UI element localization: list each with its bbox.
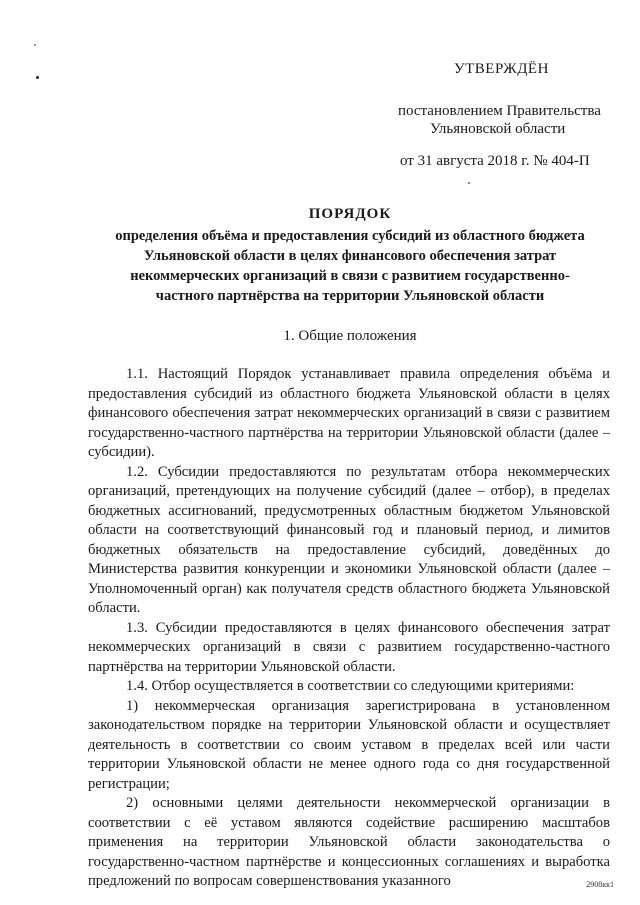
paragraph: 2) основными целями деятельности некоммерческой организации в соответствии с её уставом являются содействие расширению масштабов применения на территории Ульяновской области законодательства о государственно-частном партнёрстве и концессионных соглашениях и выработка предложений по вопросам совершенствования указанного: [88, 795, 610, 889]
approval-date-line: от 31 августа 2018 г. № 404-П: [400, 153, 590, 169]
paragraph: 1.1. Настоящий Порядок устанавливает правила определения объёма и предоставления субсидий из областного бюджета Ульяновской области в целях финансового обеспечения затрат некоммерческих организаций в связи с развитием государственно-частного партнёрства на территории Ульяновской области (далее – субсидии).: [88, 366, 610, 460]
subtitle-line: Ульяновской области в целях финансового обеспечения затрат: [143, 248, 557, 264]
scan-speck: [36, 76, 39, 79]
paragraph: 1.3. Субсидии предоставляются в целях финансового обеспечения затрат некоммерческих организаций в связи с развитием государственно-частного партнёрства на территории Ульяновской области.: [88, 619, 610, 675]
subtitle-line: определения объёма и предоставления субсидий из областного бюджета: [115, 228, 585, 244]
subtitle-line: частного партнёрства на территории Ульяновской области: [155, 288, 545, 304]
page-footer-code: 2908кк1: [586, 880, 614, 889]
approval-line-2: Ульяновской области: [430, 121, 566, 137]
scan-speck: [34, 44, 36, 46]
section-heading: 1. Общие положения: [283, 328, 417, 344]
document-title: ПОРЯДОК: [308, 206, 392, 222]
approval-line-1: постановлением Правительства: [398, 103, 601, 119]
paragraph: 1.4. Отбор осуществляется в соответствии со следующими критериями:: [126, 678, 575, 694]
paragraph: 1.2. Субсидии предоставляются по результатам отбора некоммерческих организаций, претендующих на получение субсидий (далее – отбор), в пределах бюджетных ассигнований, предусмотренных областным бюджетом Ульяновской области на соответствующий финансовый год и плановый период, и лимитов бюджетных обязательств на предоставление субсидий, доведённых до Министерства развития конкуренции и экономики Ульяновской области (далее – Уполномоченный орган) как получателя средств областного бюджета Ульяновской области.: [88, 463, 610, 616]
document-subtitle: [60, 226, 640, 306]
scan-speck: [468, 182, 470, 184]
subtitle-line: некоммерческих организаций в связи с развитием государственно-: [130, 268, 570, 284]
paragraph: 1) некоммерческая организация зарегистрирована в установленном законодательством порядке на территории Ульяновской области и осуществляет деятельность в соответствии со своим уставом в пределах всей или части территории Ульяновской области не менее одного года со дня государственной регистрации;: [88, 697, 610, 792]
approval-heading: УТВЕРЖДЁН: [454, 61, 549, 77]
document-body: [88, 365, 610, 892]
